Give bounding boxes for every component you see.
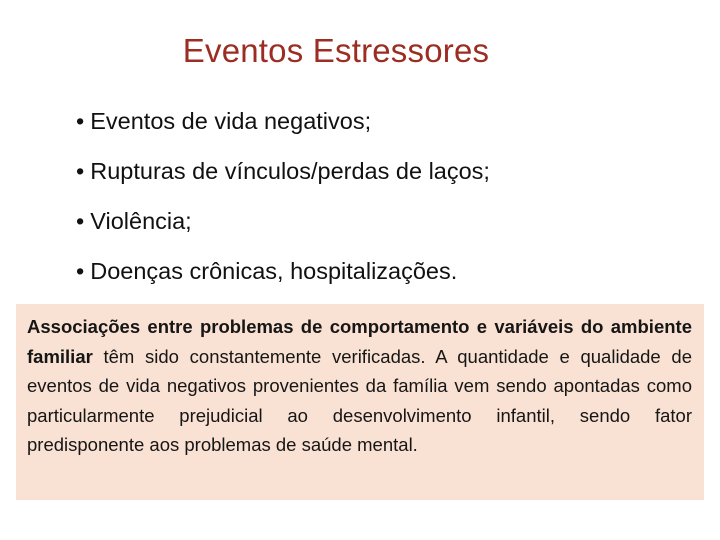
list-item-text: Eventos de vida negativos;	[90, 108, 372, 134]
note-body-text: têm sido constantemente verificadas. A quantidade e qualidade de eventos de vida negativos provenientes da família vem sendo apontadas como particularmente prejudicial ao desenvolvimento infantil, sendo fator predisponente aos problemas de saúde mental.	[27, 345, 692, 455]
list-item	[76, 246, 490, 296]
bullet-marker: •	[76, 108, 85, 134]
list-item-text: Rupturas de vínculos/perdas de laços;	[90, 158, 490, 184]
note-box	[16, 304, 704, 500]
list-item	[76, 196, 490, 246]
list-item-text: Doenças crônicas, hospitalizações.	[90, 258, 458, 284]
bullet-marker: •	[76, 158, 85, 184]
bullet-marker: •	[76, 208, 85, 234]
list-item	[76, 146, 490, 196]
note-paragraph	[27, 312, 692, 460]
list-item	[76, 96, 490, 146]
stressor-list	[76, 96, 490, 296]
slide-title: Eventos Estressores	[182, 32, 490, 69]
note-bold-text: Associações entre problemas de comportamento e variáveis do ambiente familiar	[27, 316, 692, 367]
list-item-text: Violência;	[90, 208, 192, 234]
bullet-marker: •	[76, 258, 85, 284]
